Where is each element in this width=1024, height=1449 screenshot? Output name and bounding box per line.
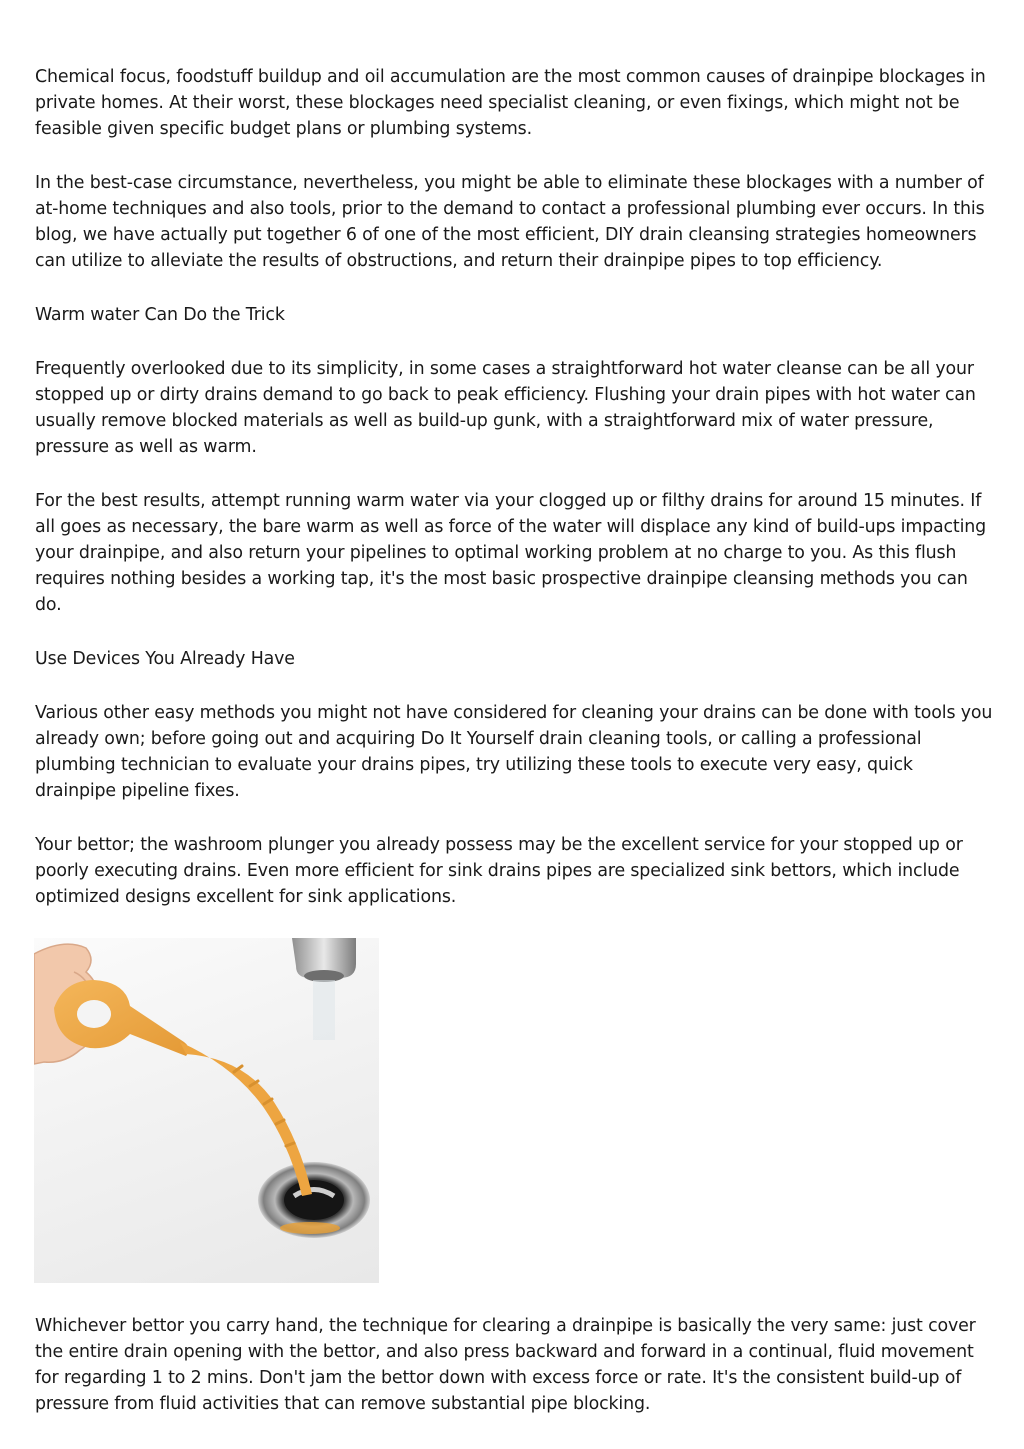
- drain-tool-illustration: [34, 938, 379, 1283]
- section-heading-use-devices: Use Devices You Already Have: [35, 649, 295, 669]
- paragraph-easy-methods: Various other easy methods you might not have considered for cleaning your drains can be done with tools you already own; before going out and acquiring Do It Yourself drain cleaning tools, or calling a professional plumbing technician to evaluate your drains pipes, try utilizing these tools to execute very easy, quick drainpipe pipeline fixes.: [35, 703, 993, 801]
- paragraph-hot-water: Frequently overlooked due to its simplicity, in some cases a straightforward hot water cleanse can be all your stopped up or dirty drains demand to go back to peak efficiency. Flushing your drain pipes with hot water can usually remove blocked materials as well as build-up gunk, with a straightforward mix of water pressure, pressure as well as warm.: [35, 359, 976, 457]
- paragraph-best-results: For the best results, attempt running warm water via your clogged up or filthy drains for around 15 minutes. If all goes as necessary, the bare warm as well as force of the water will displace any kind of build-ups impacting your drainpipe, and also return your pipelines to optimal working problem at no charge to you. As this flush requires nothing besides a working tap, it's the most basic prospective drainpipe cleansing methods you can do.: [35, 491, 987, 615]
- paragraph-causes: Chemical focus, foodstuff buildup and oil accumulation are the most common causes of drainpipe blockages in private homes. At their worst, these blockages need specialist cleaning, or even fixings, which might not be feasible given specific budget plans or plumbing systems.: [35, 67, 986, 139]
- paragraph-bettor: Your bettor; the washroom plunger you already possess may be the excellent service for your stopped up or poorly executing drains. Even more efficient for sink drains pipes are specialized sink bettors, which include optimized designs excellent for sink applications.: [35, 835, 963, 907]
- drain-cleaning-photo: [34, 938, 379, 1283]
- article-body: [35, 64, 995, 1445]
- paragraph-best-case: In the best-case circumstance, nevertheless, you might be able to eliminate these blockages with a number of at-home techniques and also tools, prior to the demand to contact a professional plumbing ever occurs. In this blog, we have actually put together 6 of one of the most efficient, DIY drain cleansing strategies homeowners can utilize to alleviate the results of obstructions, and return their drainpipe pipes to top efficiency.: [35, 173, 985, 271]
- section-heading-warm-water: Warm water Can Do the Trick: [35, 305, 285, 325]
- paragraph-technique: Whichever bettor you carry hand, the technique for clearing a drainpipe is basically the very same: just cover the entire drain opening with the bettor, and also press backward and forward in a continual, fluid movement for regarding 1 to 2 mins. Don't jam the bettor down with excess force or rate. It's the consistent build-up of pressure from fluid activities that can remove substantial pipe blocking.: [35, 1316, 976, 1414]
